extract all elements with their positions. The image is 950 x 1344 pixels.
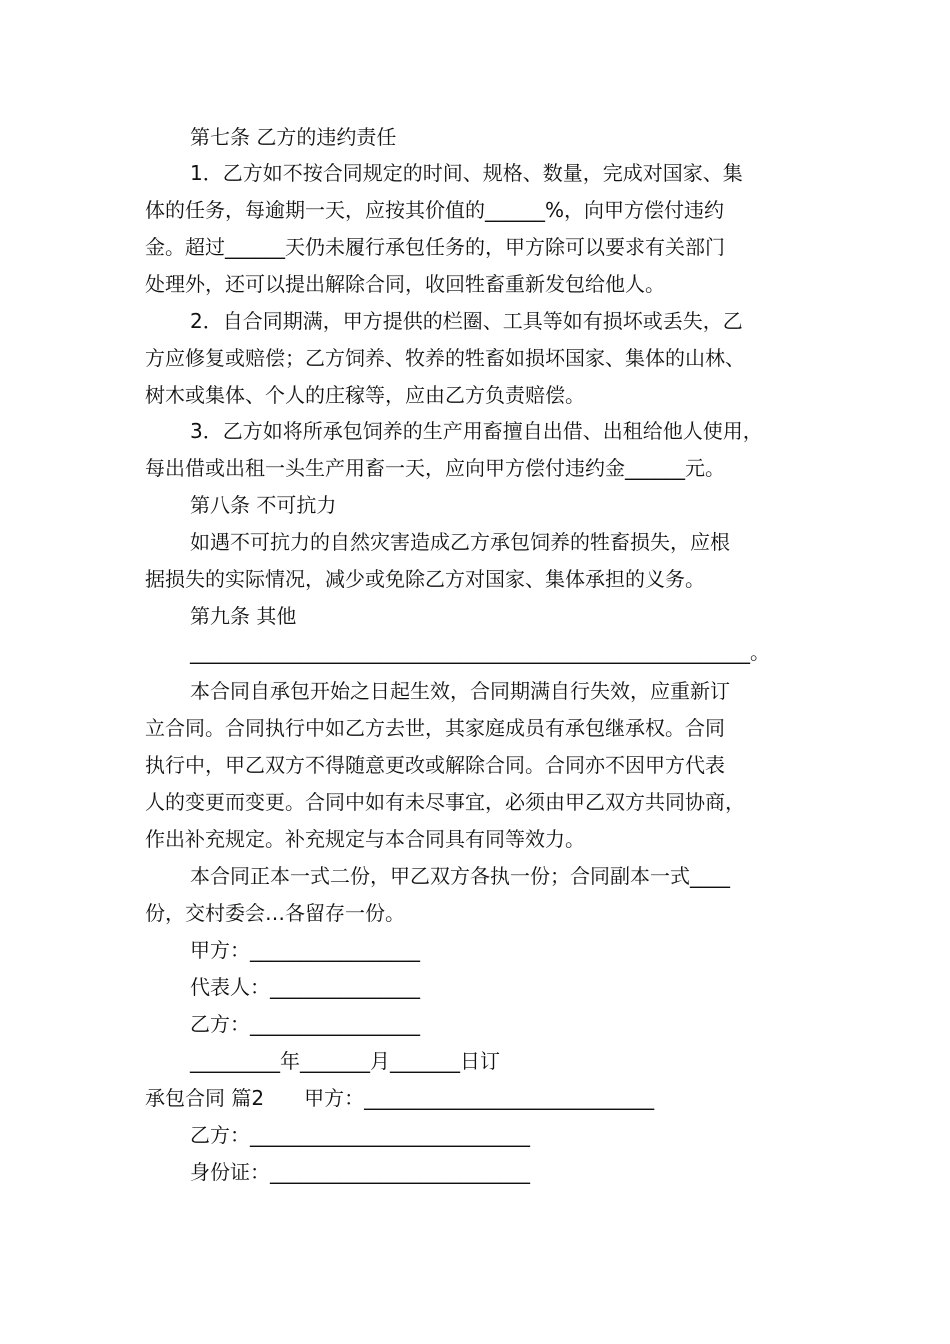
article-8-heading: 第八条 不可抗力 [190, 493, 337, 517]
paragraph-line: 如遇不可抗力的自然灾害造成乙方承包饲养的牲畜损失，应根 [190, 530, 730, 554]
paragraph-line: 体的任务，每逾期一天，应按其价值的______%，向甲方偿付违约 [145, 198, 725, 222]
contract-2-heading: 承包合同 篇2 甲方：_____________________________ [145, 1086, 655, 1110]
paragraph-line: 1．乙方如不按合同规定的时间、规格、数量，完成对国家、集 [190, 161, 743, 185]
paragraph-line: 每出借或出租一头生产用畜一天，应向甲方偿付违约金______元。 [145, 456, 725, 480]
paragraph-line: 份，交村委会…各留存一份。 [145, 901, 405, 925]
paragraph-line: 作出补充规定。补充规定与本合同具有同等效力。 [145, 827, 585, 851]
article-7-heading: 第七条 乙方的违约责任 [190, 125, 397, 149]
paragraph-line: 执行中，甲乙双方不得随意更改或解除合同。合同亦不因甲方代表 [145, 753, 725, 777]
paragraph-line: 本合同正本一式二份，甲乙双方各执一份；合同副本一式____ [190, 864, 730, 888]
blank-fill-line: ________________________________________________________。 [190, 640, 770, 664]
party-b-signature-line: 乙方：_________________ [190, 1012, 420, 1036]
paragraph-line: 方应修复或赔偿；乙方饲养、牧养的牲畜如损坏国家、集体的山林、 [145, 346, 745, 370]
paragraph-line: 人的变更而变更。合同中如有未尽事宜，必须由甲乙双方共同协商， [145, 790, 745, 814]
paragraph-line: 据损失的实际情况，减少或免除乙方对国家、集体承担的义务。 [145, 567, 705, 591]
party-b-field-line: 乙方：____________________________ [190, 1123, 530, 1147]
id-card-field-line: 身份证：__________________________ [190, 1160, 530, 1184]
paragraph-line: 金。超过______天仍未履行承包任务的，甲方除可以要求有关部门 [145, 235, 725, 259]
date-line: _________年_______月_______日订 [190, 1049, 500, 1073]
paragraph-line: 本合同自承包开始之日起生效，合同期满自行失效，应重新订 [190, 679, 730, 703]
paragraph-line: 树木或集体、个人的庄稼等，应由乙方负责赔偿。 [145, 383, 585, 407]
paragraph-line: 处理外，还可以提出解除合同，收回牲畜重新发包给他人。 [145, 272, 665, 296]
paragraph-line: 立合同。合同执行中如乙方去世，其家庭成员有承包继承权。合同 [145, 716, 725, 740]
representative-signature-line: 代表人：_______________ [190, 975, 420, 999]
paragraph-line: 3．乙方如将所承包饲养的生产用畜擅自出借、出租给他人使用， [190, 419, 763, 443]
article-9-heading: 第九条 其他 [190, 604, 297, 628]
paragraph-line: 2．自合同期满，甲方提供的栏圈、工具等如有损坏或丢失，乙 [190, 309, 743, 333]
party-a-signature-line: 甲方：_________________ [190, 938, 420, 962]
